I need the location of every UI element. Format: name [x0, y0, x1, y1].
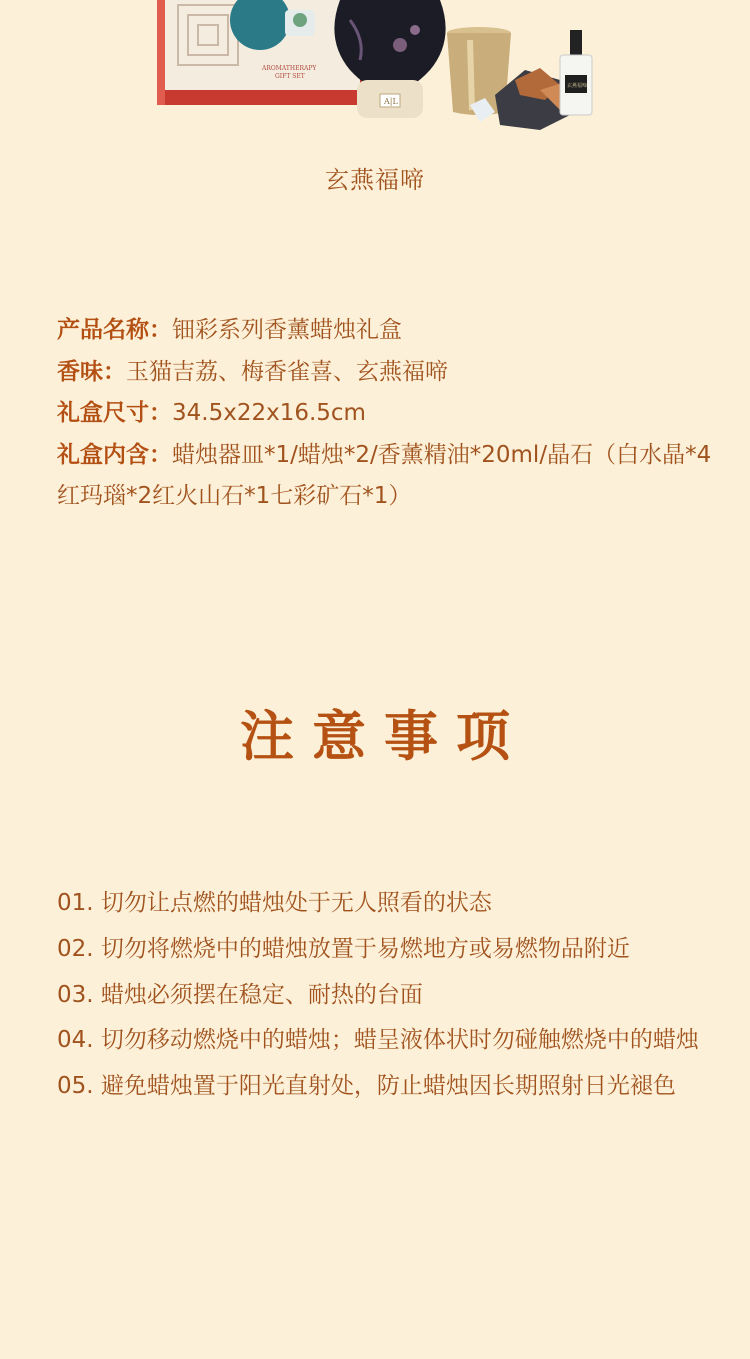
box-text-1: AROMATHERAPY: [262, 65, 317, 72]
gift-box-illustration: [157, 0, 367, 105]
notice-item: 02. 切勿将燃烧中的蜡烛放置于易燃地方或易燃物品附近: [57, 935, 630, 962]
spec-scent: [57, 352, 729, 394]
oil-bottle-illustration: [560, 30, 592, 115]
notice-item: 01. 切勿让点燃的蜡烛处于无人照看的状态: [57, 890, 492, 916]
product-hero-image: [0, 0, 750, 140]
notice-item: 04. 切勿移动燃烧中的蜡烛；蜡呈液体状时勿碰触燃烧中的蜡烛: [57, 1027, 699, 1054]
spec-key: 礼盒内含：: [57, 441, 172, 468]
spec-value: 钿彩系列香薰蜡烛礼盒: [172, 317, 402, 343]
spec-key: 产品名称：: [57, 317, 172, 343]
product-specs: [57, 310, 729, 518]
notice-title: 注意事项: [240, 704, 528, 768]
notice-item: 05. 避免蜡烛置于阳光直射处，防止蜡烛因长期照射日光褪色: [57, 1073, 676, 1100]
product-caption: 玄燕福啼: [325, 166, 425, 194]
spec-value: 玉猫吉荔、梅香雀喜、玄燕福啼: [126, 358, 448, 385]
jar-logo: A|L: [384, 97, 398, 106]
spec-box-size: [57, 393, 729, 435]
notice-list: [57, 881, 729, 1110]
spec-value: 蜡烛器皿*1/蜡烛*2/香薰精油*20ml/晶石（白水晶*4红玛瑙*2红火山石*1七彩矿石*1）: [57, 441, 712, 509]
bottle-label: 玄燕福啼: [567, 83, 588, 89]
spec-value: 34.5x22x16.5cm: [172, 400, 366, 426]
spec-product-name: [57, 310, 729, 352]
spec-key: 礼盒尺寸：: [57, 400, 172, 426]
box-text-2: GIFT SET: [275, 73, 305, 80]
spec-key: 香味：: [57, 358, 126, 385]
spec-box-contents: [57, 435, 729, 518]
notice-item: 03. 蜡烛必须摆在稳定、耐热的台面: [57, 981, 423, 1008]
